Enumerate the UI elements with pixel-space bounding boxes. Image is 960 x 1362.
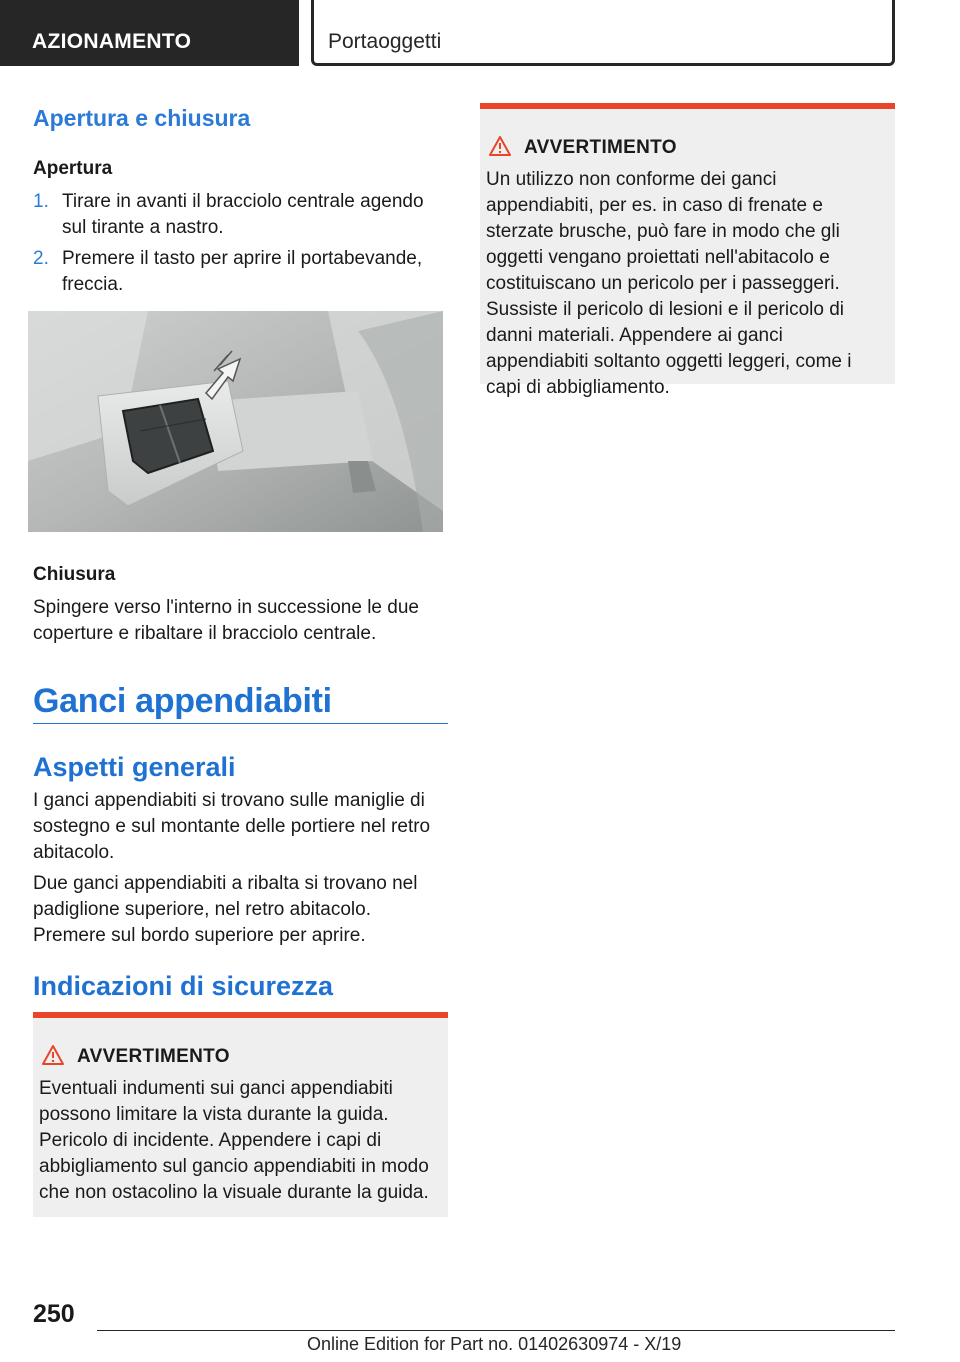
- heading-general: Aspetti generali: [33, 752, 236, 782]
- warning-title: AVVERTIMENTO: [77, 1046, 230, 1067]
- armrest-cupholder-photo: [28, 311, 443, 532]
- header-chapter-label: Portaoggetti: [328, 30, 442, 53]
- general-paragraph-1: I ganci appendiabiti si trovano sulle maniglie di sostegno e sul montante delle portiere nel retro abitacolo.: [33, 790, 431, 863]
- closing-text: Spingere verso l'interno in successione le due coperture e ribaltare il bracciolo centrale.: [33, 597, 419, 644]
- step-number: 2.: [33, 248, 49, 269]
- heading-closing: Chiusura: [33, 564, 116, 585]
- warning-triangle-icon: [41, 1044, 65, 1066]
- section-rule: [33, 723, 448, 724]
- warning-text: Un utilizzo non conforme dei ganci appendiabiti, per es. in caso di frenate e sterzate brusche, può fare in modo che gli oggetti vengano proiettati nell'abitacolo e costituiscano un pericolo per i passeggeri. Sussiste il pericolo di lesioni e il pericolo di danni materiali. Appendere ai ganci appendiabiti soltanto oggetti leggeri, come i capi di abbigliamento.: [486, 169, 852, 398]
- armrest-illustration: [28, 311, 443, 532]
- step-number: 1.: [33, 191, 49, 212]
- header-section-label: AZIONAMENTO: [32, 30, 192, 53]
- warning-box-right: [480, 103, 895, 398]
- warning-text: Eventuali indumenti sui ganci appendiabiti possono limitare la vista durante la guida. Pericolo di incidente. Appendere i capi di abbigliamento sul gancio appendiabiti in modo che non ostacolino la visuale durante la guida.: [39, 1078, 429, 1203]
- footer-rule: [97, 1330, 895, 1331]
- footer-edition: Online Edition for Part no. 01402630974 - X/19: [307, 1334, 682, 1354]
- header-section-tab: [0, 0, 299, 66]
- general-paragraph-2: Due ganci appendiabiti a ribalta si trovano nel padiglione superiore, nel retro abitacolo. Premere sul bordo superiore per aprire.: [33, 873, 418, 946]
- page-number: 250: [33, 1300, 75, 1328]
- warning-title: AVVERTIMENTO: [524, 137, 677, 158]
- header-chapter-tab: [311, 0, 895, 66]
- warning-box-left: [33, 1012, 448, 1217]
- heading-safety: Indicazioni di sicurezza: [33, 971, 334, 1001]
- step-text: Tirare in avanti il bracciolo centrale agendo sul tirante a nastro.: [62, 191, 424, 238]
- heading-hooks: Ganci appendiabiti: [33, 682, 332, 720]
- step-text: Premere il tasto per aprire il portabevande, freccia.: [62, 248, 423, 295]
- warning-triangle-icon: [488, 135, 512, 157]
- heading-opening: Apertura: [33, 158, 113, 179]
- heading-open-close: Apertura e chiusura: [33, 105, 251, 131]
